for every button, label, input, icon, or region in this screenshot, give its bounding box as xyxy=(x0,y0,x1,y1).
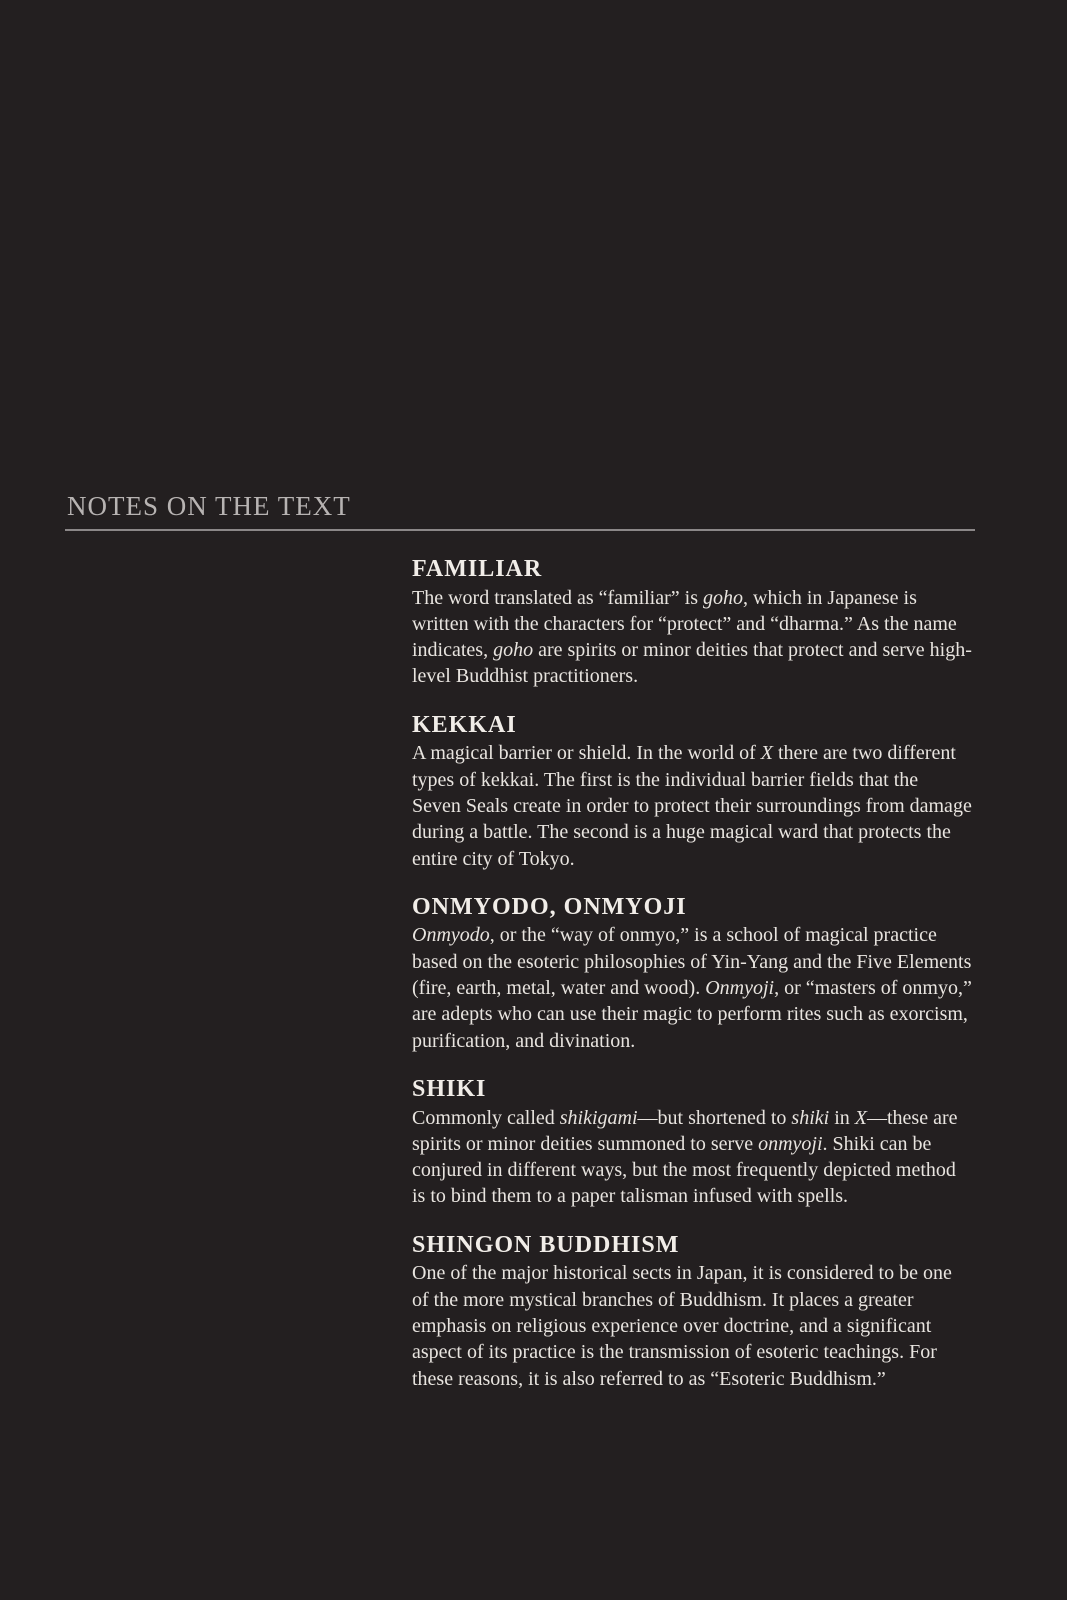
italic-term: shiki xyxy=(791,1106,830,1129)
entry-term: SHINGON BUDDHISM xyxy=(412,1231,680,1258)
glossary-entry xyxy=(412,1232,972,1392)
glossary-entry xyxy=(412,556,972,690)
entry-definition xyxy=(412,585,972,690)
entry-term: SHIKI xyxy=(412,1075,487,1102)
italic-term: onmyoji xyxy=(758,1132,823,1155)
italic-term: shikigami xyxy=(559,1106,638,1129)
definition-text: Commonly called xyxy=(412,1106,560,1129)
definition-text: are spirits or minor deities that protect and serve high-level Buddhist practitioners. xyxy=(412,639,972,688)
entry-term: ONMYODO, ONMYOJI xyxy=(412,893,687,920)
section-header xyxy=(67,490,973,528)
definition-text: A magical barrier or shield. In the world of xyxy=(412,742,761,765)
section-title: NOTES ON THE TEXT xyxy=(67,491,351,521)
definition-text: there are two different types of kekkai. The first is the individual barrier fields that the Seven Seals create in order to protect their surroundings from damage during a battle. The second is a huge magical ward that protects the entire city of Tokyo. xyxy=(412,742,972,870)
italic-term: Onmyodo xyxy=(412,924,490,947)
italic-term: X xyxy=(854,1106,867,1129)
definition-text: , which in Japanese is written with the characters for “protect” and “dharma.” As the name indicates, xyxy=(412,586,957,662)
definition-text: —these are spirits or minor deities summoned to serve xyxy=(412,1106,958,1155)
entry-definition xyxy=(412,740,972,871)
italic-term: goho xyxy=(703,586,743,609)
definition-text: , or “masters of onmyo,” are adepts who can use their magic to perform rites such as exorcism, purification, and divination. xyxy=(412,977,972,1052)
entry-term: KEKKAI xyxy=(412,711,517,738)
entry-definition xyxy=(412,922,972,1053)
definition-text: One of the major historical sects in Japan, it is considered to be one of the more mystical branches of Buddhism. It places a greater emphasis on religious experience over doctrine, and a significant aspect of its practice is the transmission of esoteric teachings. For these reasons, it is also referred to as “Esoteric Buddhism.” xyxy=(412,1262,952,1390)
entry-definition xyxy=(412,1105,972,1210)
italic-term: Onmyoji xyxy=(705,977,775,1000)
glossary-entry xyxy=(412,894,972,1054)
section-divider xyxy=(65,529,975,531)
glossary-entry xyxy=(412,1076,972,1210)
entry-definition xyxy=(412,1260,972,1391)
italic-term: goho xyxy=(493,639,534,662)
definition-text: in xyxy=(829,1106,855,1129)
glossary-entries xyxy=(412,556,972,1414)
glossary-entry xyxy=(412,712,972,872)
definition-text: , or the “way of onmyo,” is a school of magical practice based on the esoteric philosophies of Yin-Yang and the Five Elements (fire, earth, metal, water and wood). xyxy=(412,924,972,1000)
italic-term: X xyxy=(760,742,773,765)
definition-text: The word translated as “familiar” is xyxy=(412,586,703,609)
entry-term: FAMILIAR xyxy=(412,556,543,582)
definition-text: —but shortened to xyxy=(637,1106,792,1129)
definition-text: . Shiki can be conjured in different ways, but the most frequently depicted method is to bind them to a paper talisman infused with spells. xyxy=(412,1132,956,1208)
